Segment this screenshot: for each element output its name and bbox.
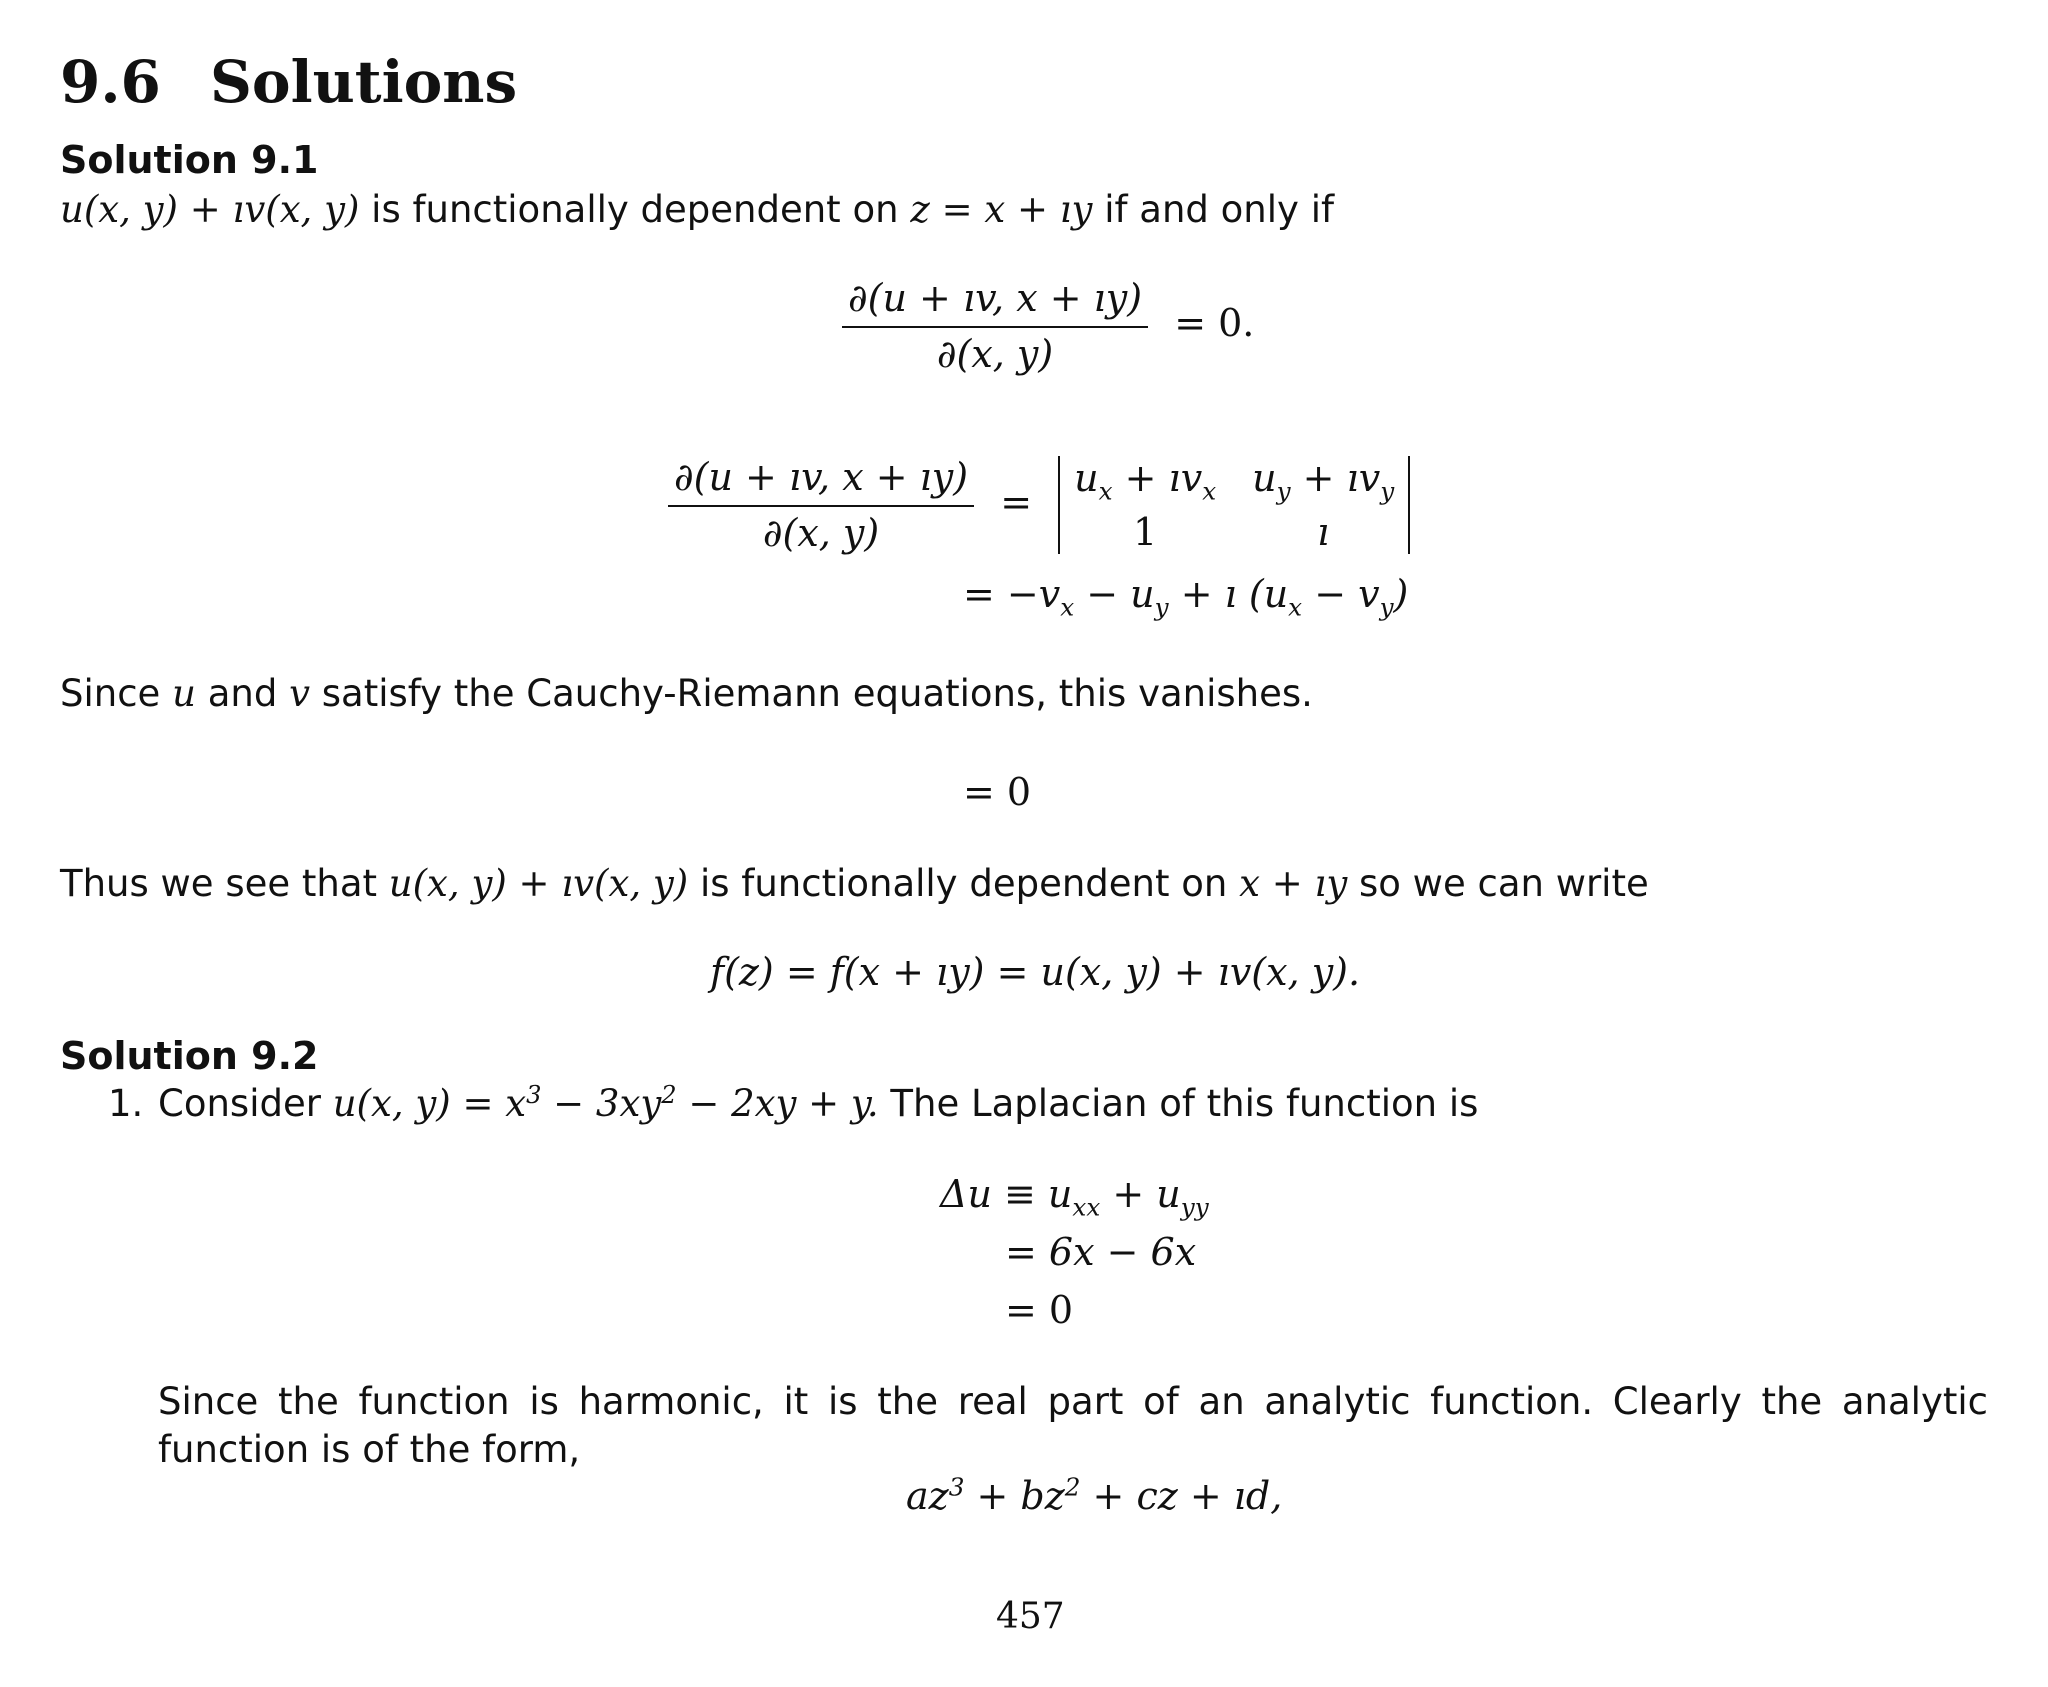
inline-math: x + ıy <box>1239 862 1348 905</box>
solution-9-1-paragraph-1 <box>60 186 1334 234</box>
equation-laplacian-line-3: = 0 <box>1005 1288 1074 1332</box>
inline-math: u(x, y) + ıv(x, y) <box>60 188 360 231</box>
fraction-numerator: ∂(u + ıv, x + ıy) <box>668 455 974 507</box>
section-number: 9.6 <box>60 48 161 116</box>
section-heading <box>60 48 517 116</box>
jacobian-fraction <box>842 276 1148 376</box>
equation-equals-zero: = 0 <box>963 770 1032 814</box>
inline-math: u(x, y) + ıv(x, y) <box>388 862 689 905</box>
fraction-denominator: ∂(x, y) <box>762 511 880 555</box>
equation-analytic-form: $az^3 + bz^2$ + cz + ıd, <box>906 1472 1283 1518</box>
solution-9-1-paragraph-3: Thus we see that u(x, y) + ıv(x, y) is functionally dependent on x + ıy so we can write <box>60 862 1649 905</box>
text: is functionally dependent on <box>359 188 911 231</box>
equation-jacobian-determinant <box>668 455 1410 555</box>
inline-math: v <box>289 672 310 715</box>
jacobian-fraction <box>668 455 974 555</box>
text: if and only if <box>1092 188 1334 231</box>
equation-jacobian-zero <box>842 276 1254 376</box>
solution-9-1-paragraph-2: Since u and v satisfy the Cauchy-Riemann equations, this vanishes. <box>60 672 1313 715</box>
laplacian-lhs: Δu <box>940 1172 992 1216</box>
page-number: 457 <box>996 1596 1065 1637</box>
matrix-cell: 1 <box>1133 509 1158 554</box>
solution-9-2-paragraph: Since the function is harmonic, it is the real part of an analytic function. Clearly the analytic function is of the form, <box>158 1380 1988 1471</box>
inline-math: u <box>172 672 196 715</box>
determinant-matrix <box>1058 456 1410 554</box>
solution-9-1-heading: Solution 9.1 <box>60 138 319 182</box>
equation-laplacian-line-2: = 6x − 6x <box>1005 1230 1197 1274</box>
fraction-denominator: ∂(x, y) <box>936 332 1054 376</box>
matrix-cell: $u_x$ + $ıv_x$ <box>1074 456 1217 506</box>
list-item: 1. Consider u(x, $y) = x^3 - 3xy^2 - 2xy + y$. The Laplacian of this function is <box>108 1080 1478 1128</box>
section-title: Solutions <box>210 48 518 116</box>
inline-math: u(x, $y) = x^3 - 3xy^2 - 2xy + y$. <box>332 1080 879 1125</box>
equation-jacobian-expansion: = $-v_x - u_y$ + ı $(u_x - v_y)$ <box>963 572 1409 622</box>
list-item-number: 1. <box>108 1082 144 1125</box>
equals-sign: = <box>1000 479 1033 524</box>
equation-rhs: = 0. <box>1174 300 1255 345</box>
solution-9-2-heading: Solution 9.2 <box>60 1034 319 1078</box>
equation-laplacian-line-1: $\Delta u \equiv u_{xx} + u_{yy}$ <box>940 1172 1209 1222</box>
matrix-cell: $u_y$ + $ıv_y$ <box>1252 456 1395 506</box>
inline-math: z = x + ıy <box>910 188 1093 231</box>
matrix-cell: ı <box>1317 509 1330 554</box>
fraction-numerator: ∂(u + ıv, x + ıy) <box>842 276 1148 328</box>
equation-f-of-z: f(z) = f(x + ıy) = u(x, y) + ıv(x, y). <box>710 950 1361 994</box>
